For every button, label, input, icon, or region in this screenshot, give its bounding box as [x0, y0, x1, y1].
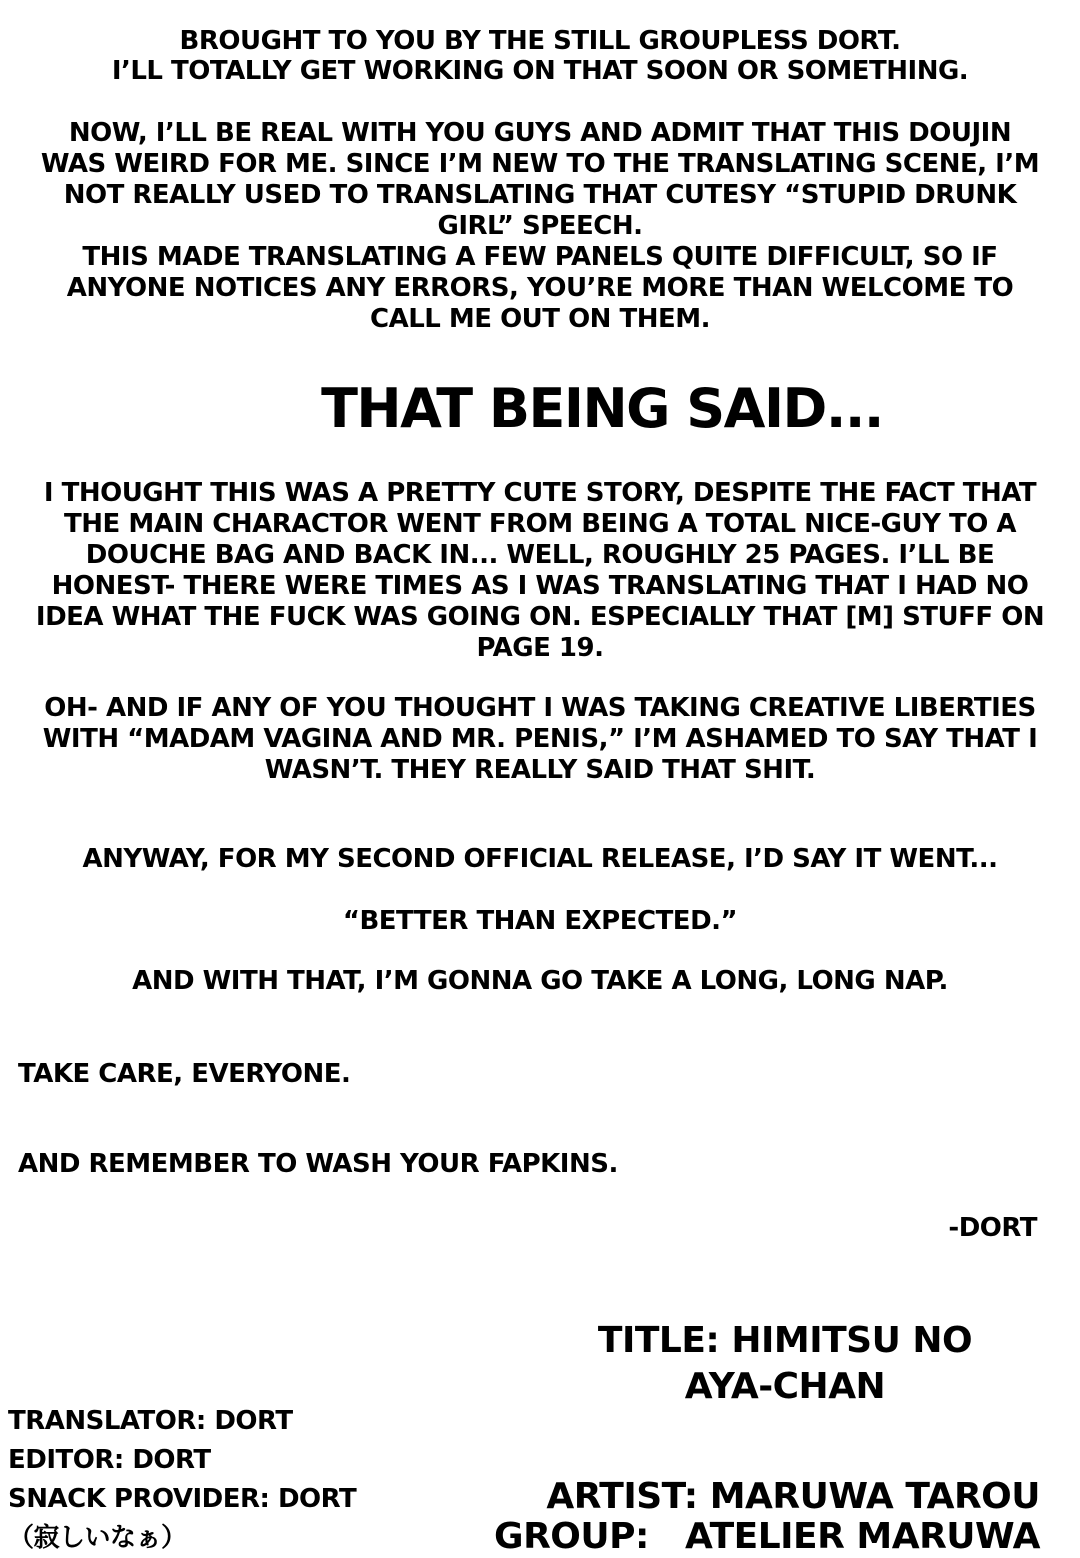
text-line: TAKE CARE, EVERYONE. — [18, 1059, 351, 1089]
title-line: AYA-CHAN — [684, 1366, 886, 1407]
japanese-note: （寂しいなぁ） — [8, 1523, 187, 1553]
text-line: AND REMEMBER TO WASH YOUR FAPKINS. — [18, 1149, 618, 1179]
signature-text: -DORT — [948, 1213, 1037, 1243]
expected-line-block — [0, 906, 1080, 937]
text-line: AND WITH THAT, I’M GONNA GO TAKE A LONG, LONG NAP. — [132, 966, 948, 996]
text-line: ANYWAY, FOR MY SECOND OFFICIAL RELEASE, I’D SAY IT WENT... — [82, 844, 998, 874]
text-line: WASN’T. THEY REALLY SAID THAT SHIT. — [264, 755, 816, 785]
artist-block — [494, 1477, 1040, 1557]
title-line: TITLE: HIMITSU NO — [597, 1320, 973, 1361]
artist-credit: ARTIST: MARUWA TAROU — [546, 1476, 1040, 1517]
heading-text: THAT BEING SAID... — [321, 377, 883, 440]
text-line: OH- AND IF ANY OF YOU THOUGHT I WAS TAKING CREATIVE LIBERTIES — [44, 693, 1036, 723]
editor-credit: EDITOR: DORT — [8, 1445, 211, 1475]
text-line: CALL ME OUT ON THEM. — [370, 304, 710, 334]
title-block — [245, 1318, 1080, 1410]
text-line: I’LL TOTALLY GET WORKING ON THAT SOON OR SOMETHING. — [111, 56, 969, 86]
text-line: THIS MADE TRANSLATING A FEW PANELS QUITE DIFFICULT, SO IF — [82, 242, 998, 272]
text-line: NOW, I’LL BE REAL WITH YOU GUYS AND ADMIT THAT THIS DOUJIN — [68, 118, 1012, 148]
text-line: I THOUGHT THIS WAS A PRETTY CUTE STORY, DESPITE THE FACT THAT — [43, 478, 1037, 508]
group-credit: GROUP: ATELIER MARUWA — [494, 1516, 1040, 1557]
text-line: BROUGHT TO YOU BY THE STILL GROUPLESS DORT. — [179, 26, 901, 56]
farewell-line-block — [18, 1059, 350, 1090]
snack-provider-credit: SNACK PROVIDER: DORT — [8, 1484, 357, 1514]
text-line: DOUCHE BAG AND BACK IN... WELL, ROUGHLY 25 PAGES. I’LL BE — [85, 540, 995, 570]
text-line: ANYONE NOTICES ANY ERRORS, YOU’RE MORE THAN WELCOME TO — [66, 273, 1014, 303]
text-line: NOT REALLY USED TO TRANSLATING THAT CUTESY “STUPID DRUNK — [63, 180, 1017, 210]
fapkins-line-block — [18, 1149, 618, 1180]
story-paragraph — [0, 478, 1080, 664]
text-line: IDEA WHAT THE FUCK WAS GOING ON. ESPECIALLY THAT [M] STUFF ON — [35, 602, 1045, 632]
section-heading — [62, 378, 1080, 440]
text-line: HONEST- THERE WERE TIMES AS I WAS TRANSLATING THAT I HAD NO — [51, 571, 1029, 601]
text-line: WAS WEIRD FOR ME. SINCE I’M NEW TO THE TRANSLATING SCENE, I’M — [40, 149, 1040, 179]
text-line: PAGE 19. — [476, 633, 604, 663]
credits-block — [8, 1402, 356, 1558]
text-line: THE MAIN CHARACTOR WENT FROM BEING A TOTAL NICE-GUY TO A — [64, 509, 1016, 539]
intro-paragraph — [0, 118, 1080, 335]
text-line: WITH “MADAM VAGINA AND MR. PENIS,” I’M ASHAMED TO SAY THAT I — [42, 724, 1038, 754]
text-line: GIRL” SPEECH. — [437, 211, 643, 241]
signature-block — [948, 1213, 1037, 1244]
release-line-block — [0, 844, 1080, 875]
header-credit-block — [0, 26, 1080, 86]
nap-line-block — [0, 966, 1080, 997]
text-line: “BETTER THAN EXPECTED.” — [342, 906, 738, 936]
liberties-paragraph — [0, 693, 1080, 786]
translator-credit: TRANSLATOR: DORT — [8, 1406, 293, 1436]
